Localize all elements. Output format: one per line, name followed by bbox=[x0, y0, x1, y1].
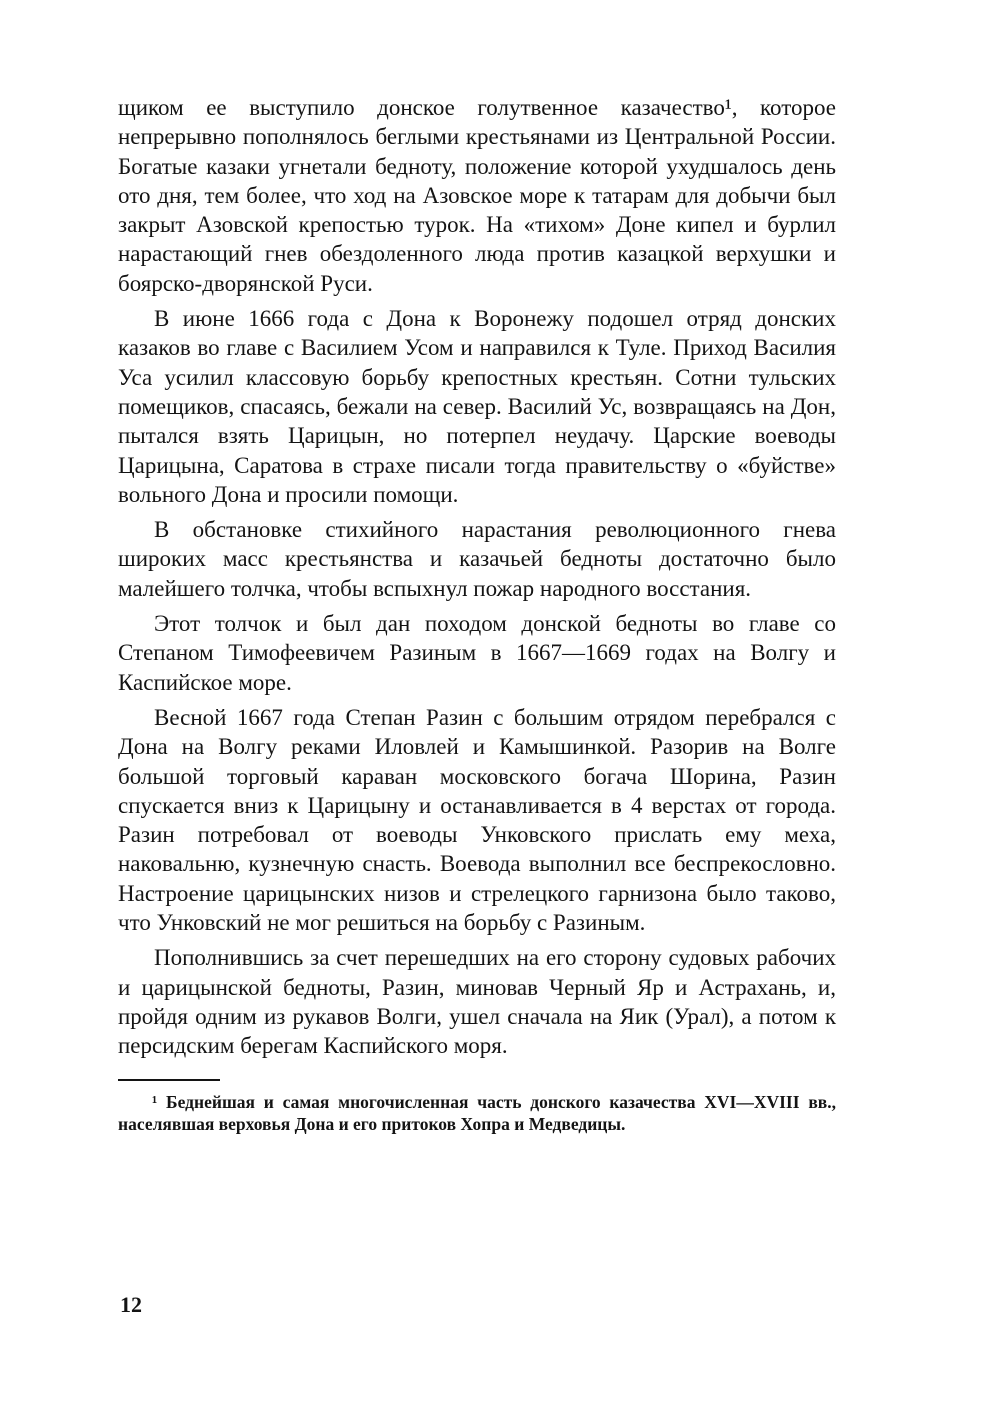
paragraph-3: В обстановке стихийного нарастания революционного гнева широких масс крестьянства и казачьей бедноты достаточно было малейшего толчка, чтобы вспыхнул пожар народного восстания. bbox=[118, 517, 836, 601]
page-number: 12 bbox=[120, 1292, 142, 1317]
paragraph-5: Весной 1667 года Степан Разин с большим отрядом перебрался с Дона на Волгу реками Иловлей и Камышинкой. Разорив на Волге большой торговый караван московского богача Шорина, Разин спускается вниз к Царицыну и останавливается в 4 верстах от города. Разин потребовал от воеводы Унковского прислать ему меха, наковальню, кузнечную снасть. Воевода выполнил все беспрекословно. Настроение царицынских низов и стрелецкого гарнизона было таково, что Унковский не мог решиться на борьбу с Разиным. bbox=[118, 704, 836, 936]
paragraph-2: В июне 1666 года с Дона к Воронежу подошел отряд донских казаков во главе с Василием Усом и направился к Туле. Приход Василия Уса усилил классовую борьбу крепостных крестьян. Сотни тульских помещиков, спасаясь, бежали на север. Василий Ус, возвращаясь на Дон, пытался взять Царицын, но потерпел неудачу. Царские воеводы Царицына, Саратова в страхе писали тогда правительству о «буйстве» вольного Дона и просили помощи. bbox=[118, 306, 836, 507]
paragraph-1: щиком ее выступило донское голутвенное казачество¹, которое непрерывно пополнялось беглыми крестьянами из Центральной России. Богатые казаки угнетали бедноту, положение которой ухудшалось день ото дня, тем более, что ход на Азовское море к татарам для добычи был закрыт Азовской крепостью турок. На «тихом» Доне кипел и бурлил нарастающий гнев обездоленного люда против казацкой верхушки и боярско-дворянской Руси. bbox=[118, 95, 836, 296]
paragraph-4: Этот толчок и был дан походом донской бедноты во главе со Степаном Тимофеевичем Разиным в 1667—1669 годах на Волгу и Каспийское море. bbox=[118, 611, 836, 695]
paragraph-6: Пополнившись за счет перешедших на его сторону судовых рабочих и царицынской бедноты, Разин, миновав Черный Яр и Астрахань, и, пройдя одним из рукавов Волги, ушел сначала на Яик (Урал), а потом к персидским берегам Каспийского моря. bbox=[118, 945, 836, 1059]
footnote: ¹ Беднейшая и самая многочисленная часть донского казачества XVI—XVIII вв., населявшая верховья Дона и его притоков Хопра и Медведицы. bbox=[118, 1091, 836, 1134]
page-text-block bbox=[118, 93, 836, 1135]
footnote-divider bbox=[118, 1079, 220, 1081]
